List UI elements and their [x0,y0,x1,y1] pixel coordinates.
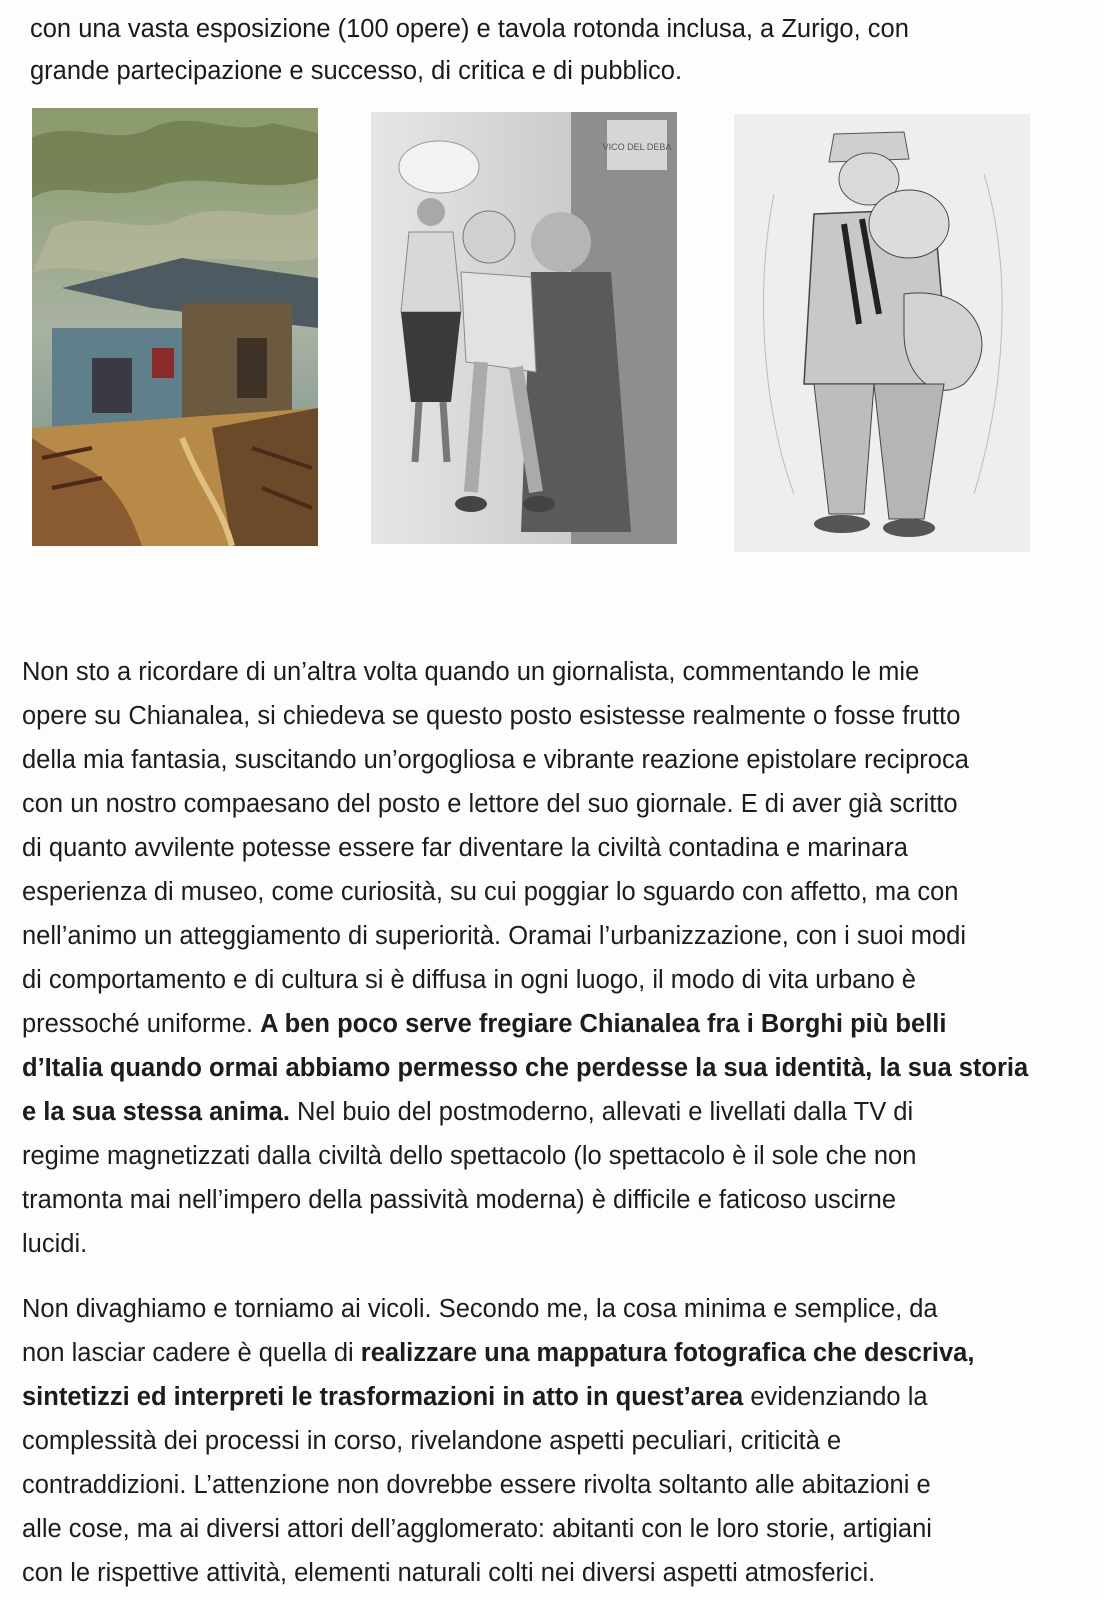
text-line: di quanto avvilente potesse essere far diventare la civiltà contadina e marinara [22,834,908,862]
bold-text-segment: A ben poco serve fregiare Chianalea fra i Borghi più belli [260,1010,947,1038]
drawing-mother-child [371,112,677,544]
text-line [22,1090,1102,1134]
intro-line: con una vasta esposizione (100 opere) e tavola rotonda inclusa, a Zurigo, con [30,15,909,43]
text-line: esperienza di museo, come curiosità, su cui poggiar lo sguardo con affetto, ma con [22,878,959,906]
intro-text [30,8,1090,92]
text-segment: Nel buio del postmoderno, allevati e livellati dalla TV di [289,1098,914,1126]
street-sign-text: VICO DEL DEBA [602,142,672,152]
text-line: di comportamento e di cultura si è diffusa in ogni luogo, il modo di vita urbano è [22,966,916,994]
text-line: opere su Chianalea, si chiedeva se questo posto esistesse realmente o fosse frutto [22,702,961,730]
text-line: alle cose, ma ai diversi attori dell’agglomerato: abitanti con le loro storie, artigiani [22,1515,932,1543]
text-segment: non lasciar cadere è quella di [22,1339,361,1367]
text-line: Non divaghiamo e torniamo ai vicoli. Secondo me, la cosa minima e semplice, da [22,1295,938,1323]
paragraph-photographic-mapping [22,1287,1102,1595]
bold-text-segment: d’Italia quando ormai abbiamo permesso che perdesse la sua identità, la sua storia [22,1054,1029,1082]
text-line [22,1375,1102,1419]
drawing-bagpipe-player [734,114,1030,552]
text-line: complessità dei processi in corso, rivelandone aspetti peculiari, criticità e [22,1427,842,1455]
bold-text-segment: sintetizzi ed interpreti le trasformazioni in atto in quest’area [22,1383,744,1411]
intro-line: grande partecipazione e successo, di critica e di pubblico. [30,57,683,85]
painting-village-house [32,108,318,546]
paragraph-chianalea-identity [22,650,1102,1266]
text-line [22,1046,1102,1090]
text-line: della mia fantasia, suscitando un’orgogliosa e vibrante reazione epistolare reciproca [22,746,969,774]
text-line [22,1331,1102,1375]
text-line: lucidi. [22,1230,88,1258]
text-segment: pressoché uniforme. [22,1010,261,1038]
text-line: regime magnetizzati dalla civiltà dello spettacolo (lo spettacolo è il sole che non [22,1142,917,1170]
text-line [22,1002,1102,1046]
text-line: con le rispettive attività, elementi naturali colti nei diversi aspetti atmosferici. [22,1559,876,1587]
text-line: contraddizioni. L’attenzione non dovrebbe essere rivolta soltanto alle abitazioni e [22,1471,931,1499]
text-line: tramonta mai nell’impero della passività moderna) è difficile e faticoso uscirne [22,1186,897,1214]
text-line: Non sto a ricordare di un’altra volta quando un giornalista, commentando le mie [22,658,920,686]
text-segment: evidenziando la [743,1383,928,1411]
text-line: nell’animo un atteggiamento di superiorità. Oramai l’urbanizzazione, con i suoi modi [22,922,966,950]
text-line: con un nostro compaesano del posto e lettore del suo giornale. E di aver già scritto [22,790,958,818]
bold-text-segment: e la sua stessa anima. [22,1098,290,1126]
bold-text-segment: realizzare una mappatura fotografica che descriva, [360,1339,975,1367]
